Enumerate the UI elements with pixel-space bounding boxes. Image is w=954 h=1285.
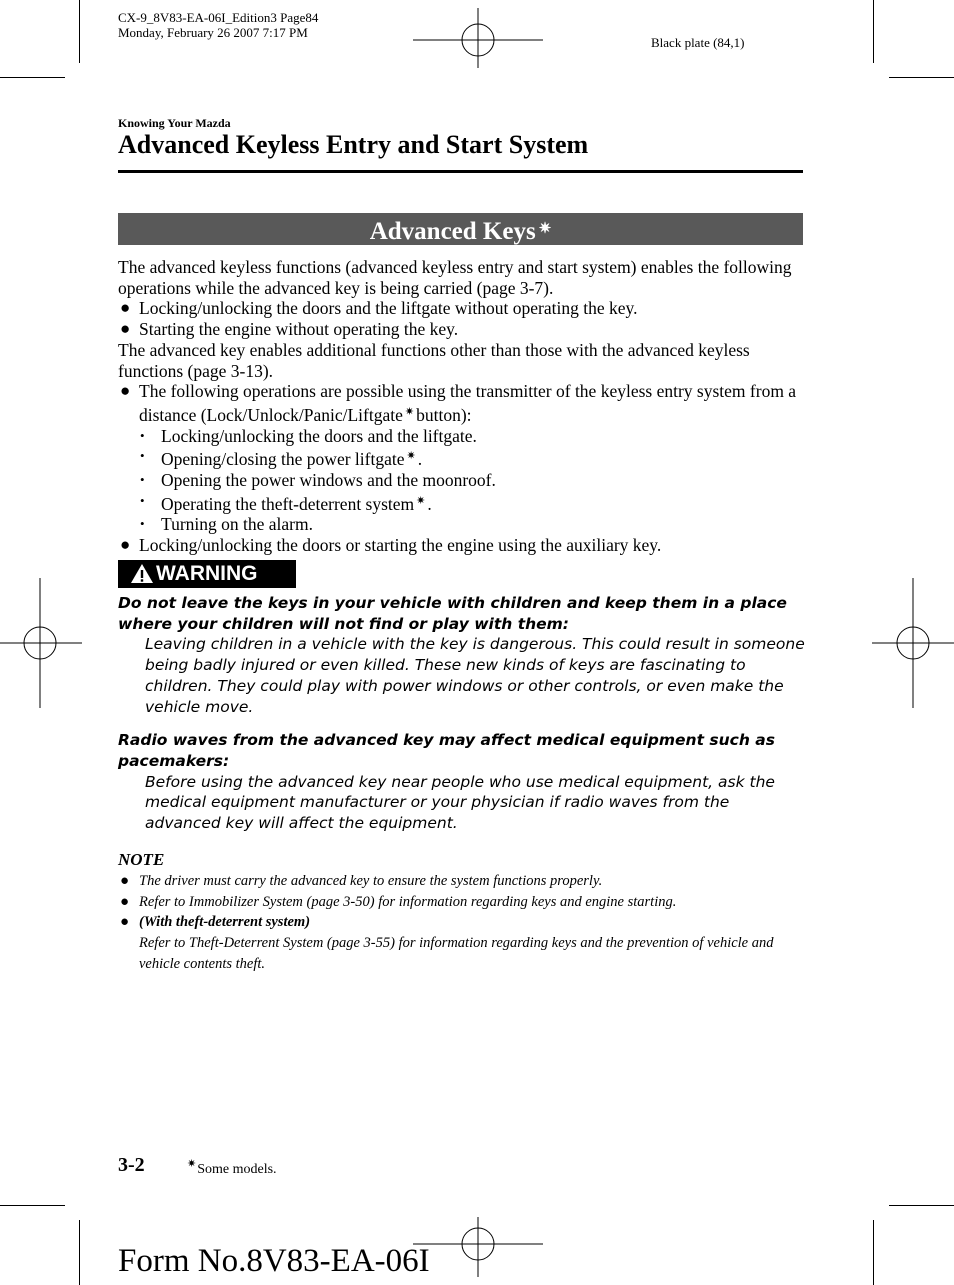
warning-detail-text: Before using the advanced key near people who use medical equipment, ask the medical equipment manufacturer or your physician if radio waves from the advanced key will affect the equipment. — [145, 772, 775, 833]
warning-detail — [118, 772, 808, 834]
sub-bullet: • — [140, 516, 145, 532]
list-item-text: Locking/unlocking the doors and the liftgate without operating the key. — [139, 298, 638, 319]
sub-bullet: • — [140, 448, 145, 464]
note-title: NOTE — [118, 850, 165, 869]
sub-list-item-text: Opening/closing the power liftgate — [161, 449, 405, 470]
bullet: ● — [120, 873, 130, 889]
registration-mark-right — [872, 578, 954, 708]
crop-mark — [889, 1205, 954, 1206]
note-item — [118, 871, 808, 892]
bullet: ● — [120, 298, 131, 318]
bullet: ● — [120, 893, 130, 910]
sub-list-item — [118, 514, 808, 535]
intro-paragraph-1: The advanced keyless functions (advanced keyless entry and start system) enables the following operations while the advanced key is being carried (page 3-7). — [118, 257, 792, 298]
registration-mark-top — [413, 2, 543, 82]
some-models-mark: ✷ — [416, 494, 426, 507]
title-rule — [118, 170, 803, 173]
footnote — [187, 1157, 277, 1178]
crop-mark — [873, 0, 874, 63]
note-item-text: Refer to Immobilizer System (page 3-50) for information regarding keys and engine starting. — [139, 893, 677, 910]
registration-mark-left — [0, 578, 82, 708]
crop-mark — [0, 77, 65, 78]
list-item — [118, 319, 808, 340]
list-item-text: Locking/unlocking the doors or starting the engine using the auxiliary key. — [139, 535, 662, 556]
warning-detail-text: Leaving children in a vehicle with the key is dangerous. This could result in someone being badly injured or even killed. These new kinds of keys are fascinating to children. They could play with power windows or other controls, or even make the vehicle move. — [145, 635, 805, 716]
crop-mark — [0, 1205, 65, 1206]
list-item-text: Starting the engine without operating the key. — [139, 319, 459, 340]
sub-list-item — [118, 470, 808, 491]
crop-mark — [79, 1220, 80, 1285]
plate-info: Black plate (84,1) — [651, 35, 745, 50]
note-item-heading: (With theft-deterrent system) — [139, 914, 311, 931]
note-item-text: The driver must carry the advanced key to ensure the system functions properly. — [139, 873, 603, 889]
print-job-info — [118, 10, 318, 40]
warning-heading: Radio waves from the advanced key may affect medical equipment such as pacemakers: — [118, 731, 775, 770]
note-item — [118, 912, 808, 974]
warning-badge — [118, 560, 296, 588]
bullet: ● — [120, 381, 131, 401]
warning-triangle-icon — [130, 563, 154, 584]
topic-title: Advanced Keys — [369, 218, 536, 245]
list-item — [118, 298, 808, 319]
section-label: Knowing Your Mazda — [118, 116, 231, 130]
form-number: Form No.8V83-EA-06I — [118, 1243, 430, 1279]
sub-list-item-text: Opening the power windows and the moonroof. — [161, 470, 496, 491]
sub-list-item-text: Operating the theft-deterrent system — [161, 493, 415, 514]
sub-list-item-text: Turning on the alarm. — [161, 514, 313, 535]
crop-mark — [79, 0, 80, 63]
crop-mark — [873, 1220, 874, 1285]
some-models-mark: ✷ — [538, 221, 552, 237]
sub-list-item-text: Locking/unlocking the doors and the liftgate. — [161, 425, 477, 446]
some-models-mark: ✷ — [406, 450, 416, 463]
registration-mark-bottom — [413, 1205, 543, 1285]
sub-bullet: • — [140, 472, 145, 488]
list-item — [118, 535, 808, 556]
some-models-mark: ✷ — [404, 405, 415, 418]
note-item — [118, 892, 808, 913]
print-job-line-2: Monday, February 26 2007 7:17 PM — [118, 25, 308, 40]
body-text — [118, 257, 808, 556]
warning-label: WARNING — [156, 562, 258, 585]
print-job-line-1: CX-9_8V83-EA-06I_Edition3 Page84 — [118, 10, 319, 25]
some-models-mark: ✷ — [187, 1158, 197, 1170]
list-item-text: The following operations are possible using the transmitter of the keyless entry system from a distance (Lock/Unlock/Panic/Liftgate — [139, 381, 797, 425]
warning-text — [118, 593, 808, 834]
page-title: Advanced Keyless Entry and Start System — [118, 130, 589, 159]
note-item-text: Refer to Theft-Deterrent System (page 3-55) for information regarding keys and the prevention of vehicle and vehicle contents theft. — [139, 935, 774, 972]
sub-bullet: • — [140, 427, 145, 443]
bullet: ● — [120, 914, 130, 931]
page-number: 3-2 — [118, 1154, 145, 1176]
bullet: ● — [120, 535, 131, 555]
intro-paragraph-2: The advanced key enables additional functions other than those with the advanced keyless functions (page 3-13). — [118, 339, 750, 381]
note-text — [118, 871, 808, 975]
warning-heading: Do not leave the keys in your vehicle with children and keep them in a place where your children will not find or play with them: — [118, 594, 787, 633]
sub-bullet: • — [140, 492, 145, 508]
bullet: ● — [120, 319, 131, 339]
sub-list-item: • Opening/closing the power liftgate ✷ . — [140, 448, 423, 470]
sub-list-item: • Operating the theft-deterrent system ✷ . — [140, 492, 432, 514]
list-item — [118, 381, 808, 425]
topic-heading — [118, 213, 803, 245]
list-item-text: button): — [416, 404, 472, 425]
warning-detail — [118, 634, 808, 717]
crop-mark — [889, 77, 954, 78]
sub-list-item — [118, 426, 808, 447]
footnote-text: Some models. — [197, 1162, 277, 1177]
